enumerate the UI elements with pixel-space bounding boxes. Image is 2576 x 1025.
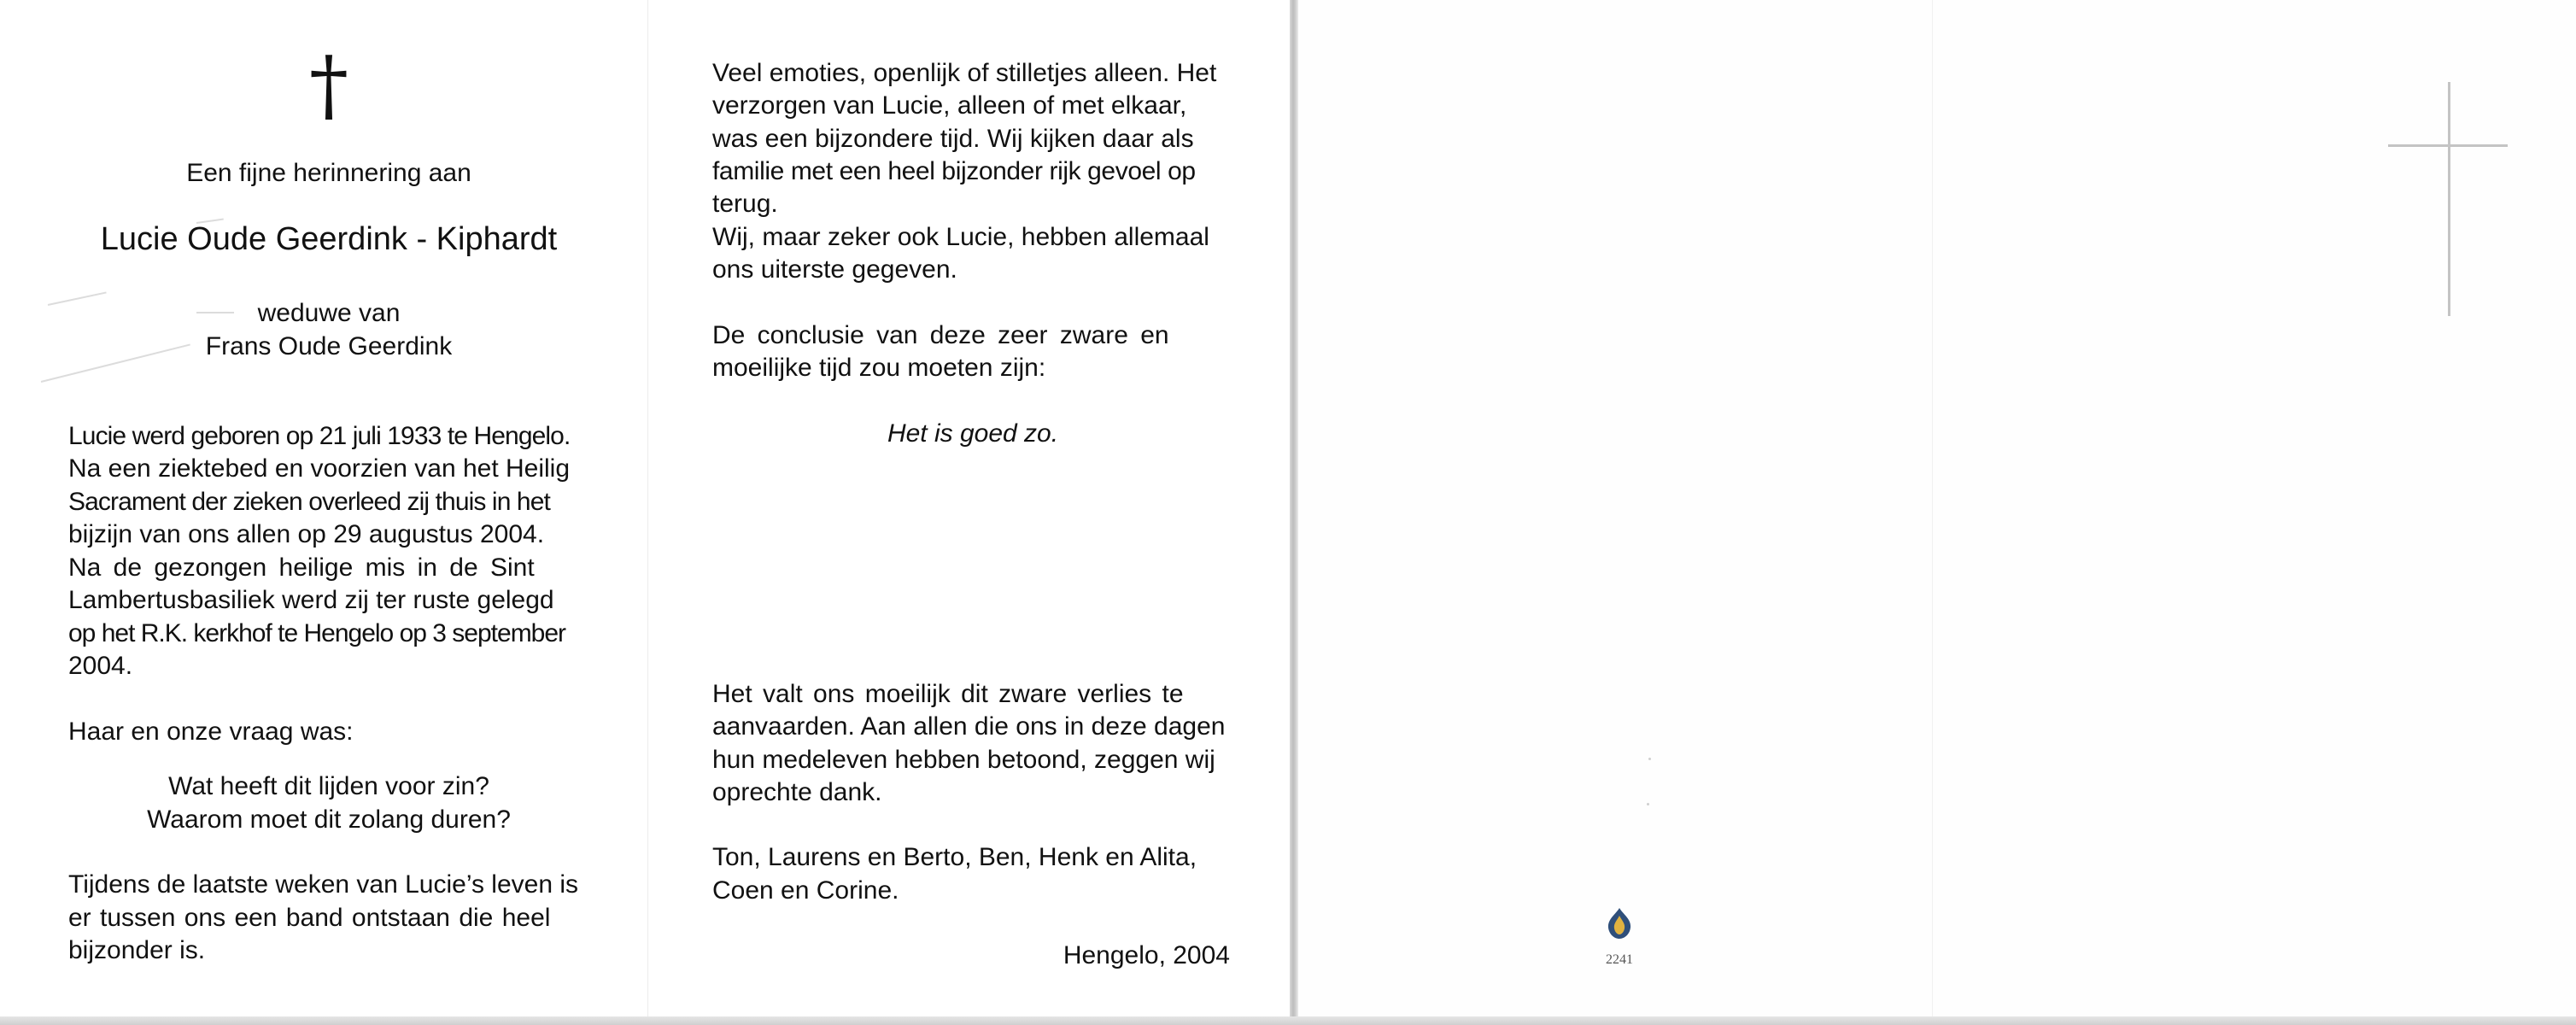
signature-line: Ton, Laurens en Berto, Ben, Henk en Alita, xyxy=(712,843,1197,871)
back-page xyxy=(1298,0,1932,1016)
text-line: aanvaarden. Aan allen die ons in deze dagen xyxy=(712,712,1226,741)
closing-line: er tussen ons een band ontstaan die heel xyxy=(68,904,551,932)
text-line: Het valt ons moeilijk dit zware verlies te xyxy=(712,680,1184,708)
text-line: terug. xyxy=(712,190,778,218)
scan-speck xyxy=(1647,803,1649,805)
scan-speck xyxy=(1648,758,1651,760)
intro-line: Een fijne herinnering aan xyxy=(186,159,471,187)
print-code: 2241 xyxy=(1606,952,1633,967)
text-line: De conclusie van deze zeer zware en xyxy=(712,321,1169,349)
place-and-date: Hengelo, 2004 xyxy=(1063,941,1230,969)
page-fold xyxy=(647,0,648,1016)
text-line: Wij, maar zeker ook Lucie, hebben allemaal xyxy=(712,223,1209,251)
bio-line: Na de gezongen heilige mis in de Sint xyxy=(68,554,535,582)
bio-line: Sacrament der zieken overleed zij thuis in het xyxy=(68,488,550,516)
cross-icon: † xyxy=(309,39,348,131)
text-line: moeilijke tijd zou moeten zijn: xyxy=(712,354,1046,382)
text-line: oprechte dank. xyxy=(712,778,882,806)
bio-line: Na een ziektebed en voorzien van het Heilig xyxy=(68,454,571,483)
bio-line: op het R.K. kerkhof te Hengelo op 3 september xyxy=(68,619,566,647)
quote: Het is goed zo. xyxy=(887,419,1059,448)
scan-bottom-edge xyxy=(0,1016,2576,1025)
question-line: Waarom moet dit zolang duren? xyxy=(147,805,511,834)
bio-line: 2004. xyxy=(68,652,133,680)
closing-line: Tijdens de laatste weken van Lucie’s leven is xyxy=(68,870,579,899)
cover-fold xyxy=(1932,0,1933,1016)
text-line: verzorgen van Lucie, alleen of met elkaar, xyxy=(712,91,1187,120)
text-line: hun medeleven hebben betoond, zeggen wij xyxy=(712,746,1215,774)
text-line: ons uiterste gegeven. xyxy=(712,255,957,284)
bio-line: Lambertusbasiliek werd zij ter ruste gelegd xyxy=(68,586,554,614)
question-intro: Haar en onze vraag was: xyxy=(68,718,354,746)
cross-outline-icon xyxy=(2388,82,2508,316)
flame-logo-icon xyxy=(1606,907,1633,940)
deceased-name: Lucie Oude Geerdink - Kiphardt xyxy=(100,221,558,257)
question-line: Wat heeft dit lijden voor zin? xyxy=(168,772,489,800)
widow-of-label: weduwe van xyxy=(257,299,401,327)
text-line: familie met een heel bijzonder rijk gevoel op xyxy=(712,157,1196,185)
scan-gap xyxy=(1290,0,1298,1025)
text-line: was een bijzondere tijd. Wij kijken daar als xyxy=(712,125,1194,153)
spouse-name: Frans Oude Geerdink xyxy=(205,332,453,360)
bio-line: Lucie werd geboren op 21 juli 1933 te Hengelo. xyxy=(68,422,571,450)
bio-line: bijzijn van ons allen op 29 augustus 2004. xyxy=(68,520,545,548)
closing-line: bijzonder is. xyxy=(68,936,206,964)
text-line: Veel emoties, openlijk of stilletjes alleen. Het xyxy=(712,59,1217,87)
signature-line: Coen en Corine. xyxy=(712,876,899,905)
